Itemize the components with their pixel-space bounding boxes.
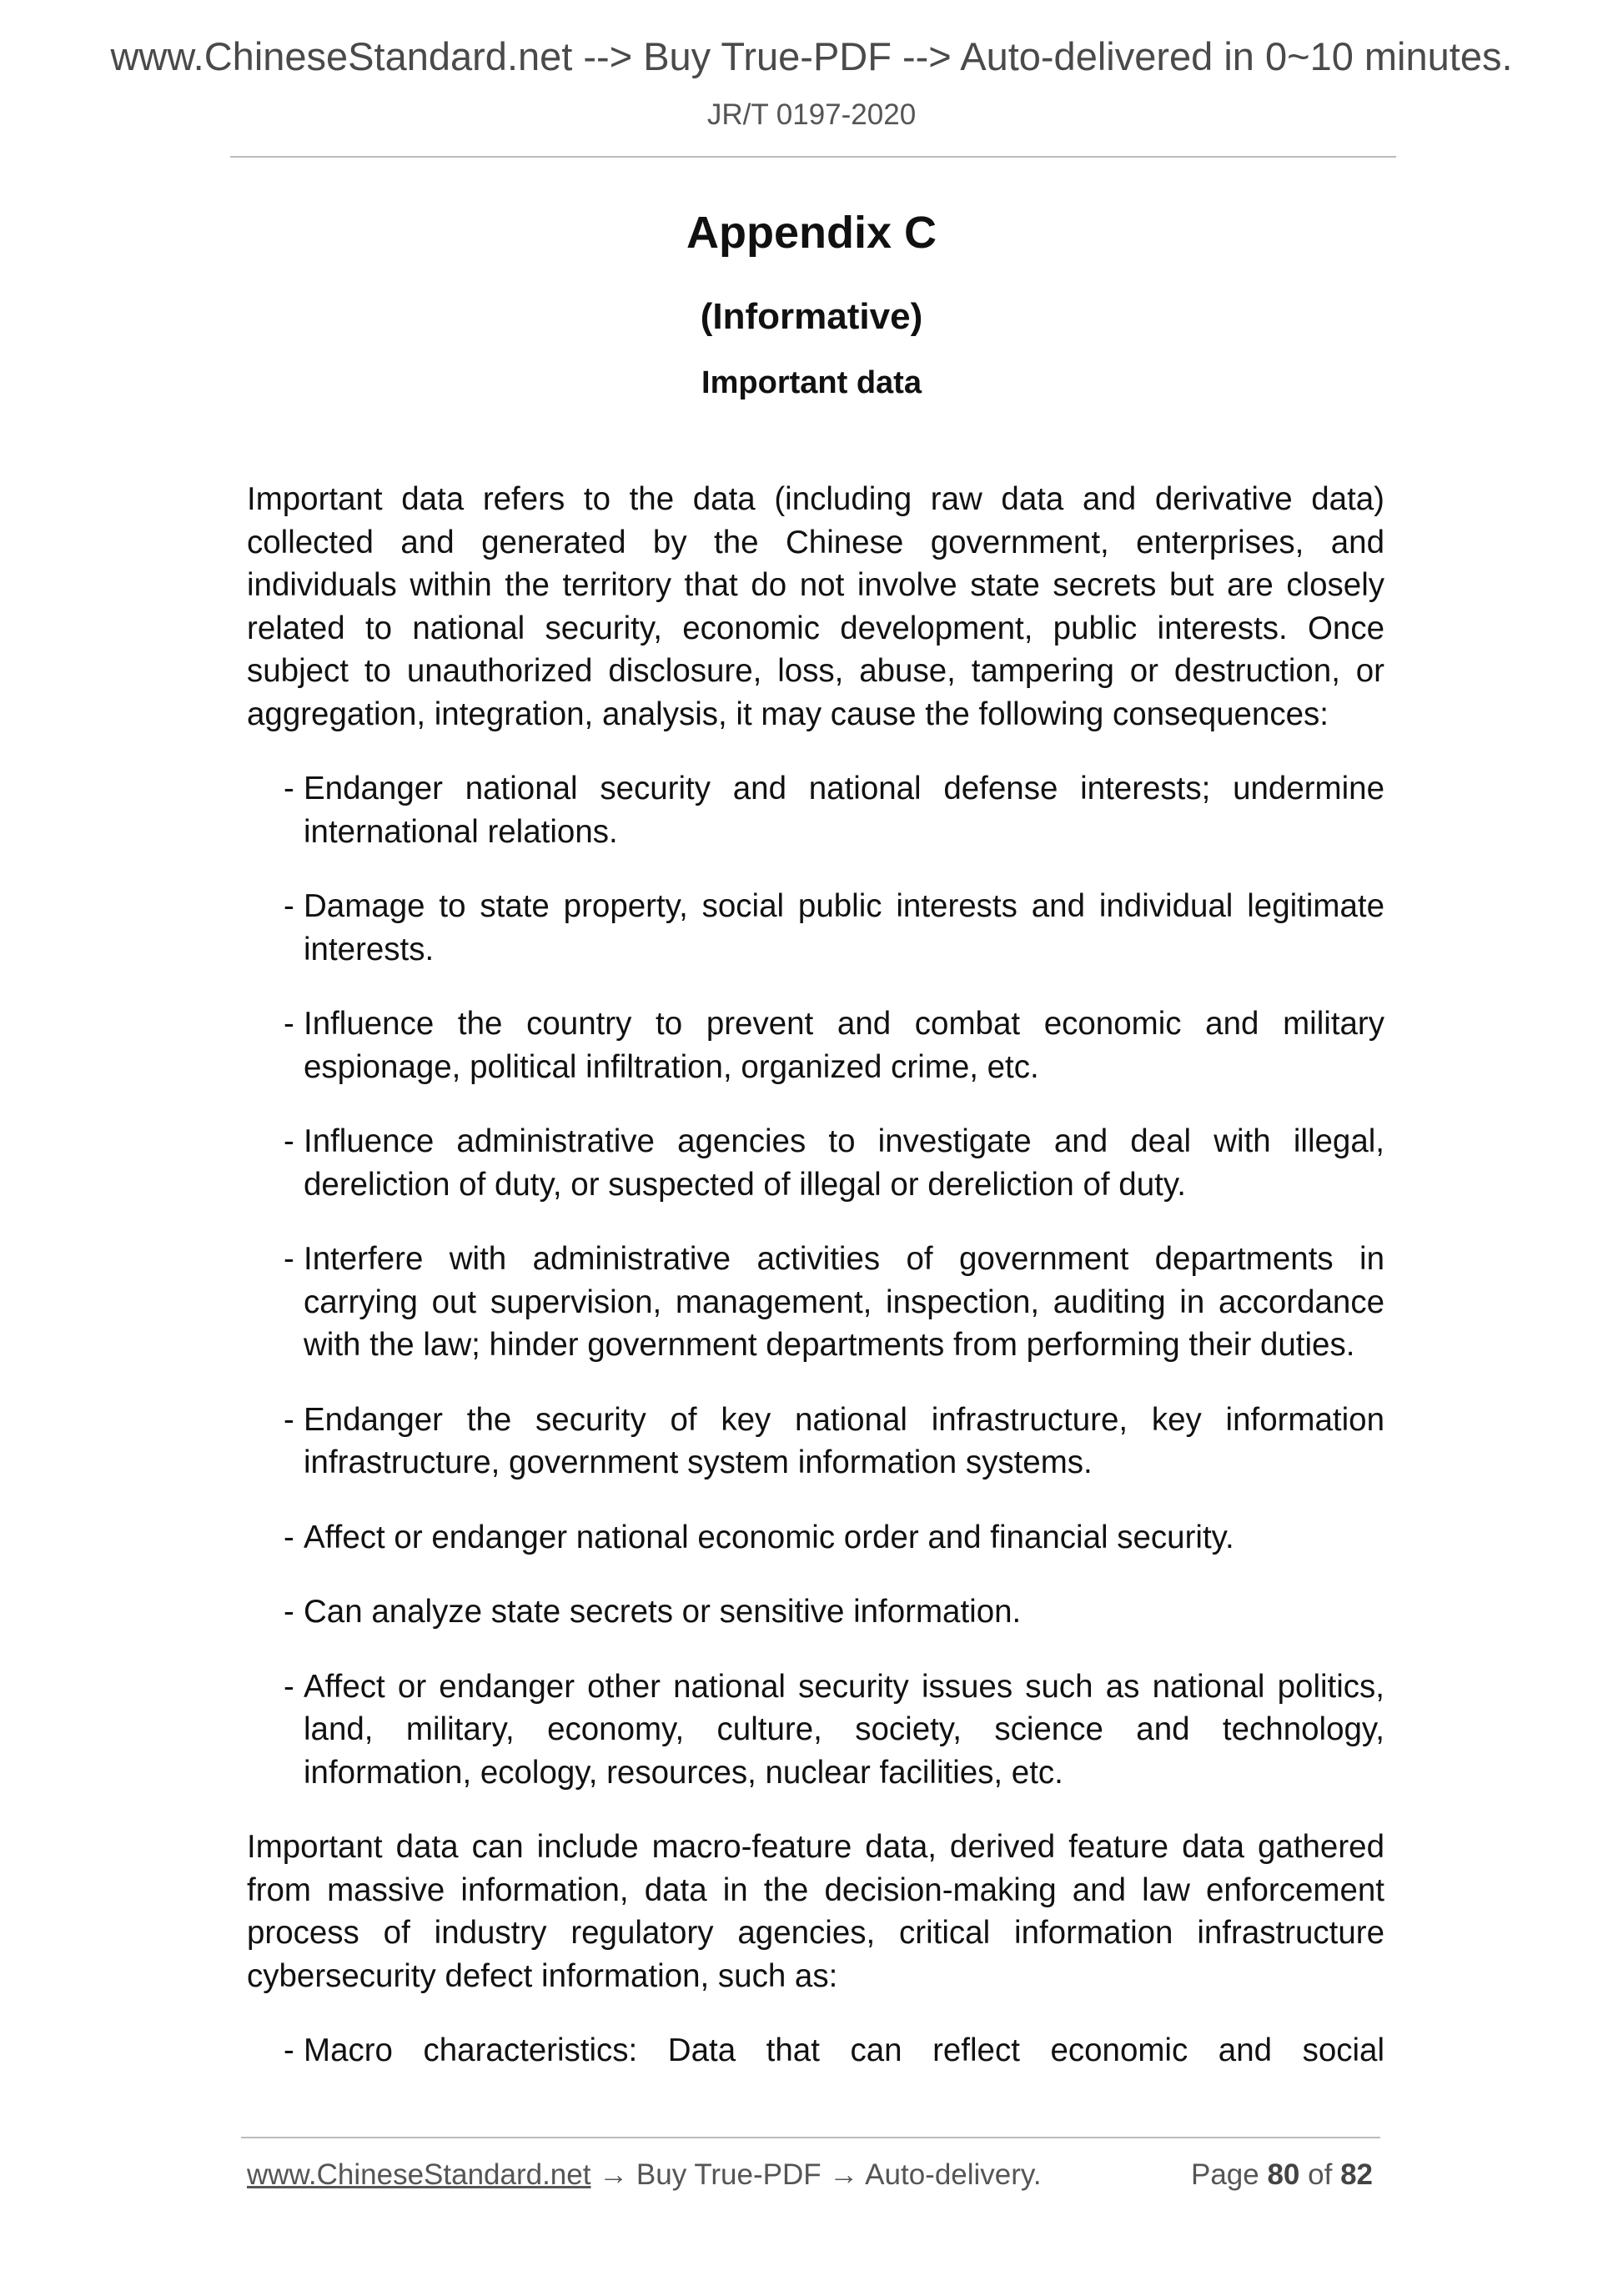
appendix-subject: Important data: [701, 365, 922, 400]
list-item: - Affect or endanger other national security issues such as national politics, land, military, economy, culture, society, science and technology, information, ecology, resources, nuclear facilities, etc.: [247, 1665, 1384, 1795]
footer-site-link[interactable]: www.ChineseStandard.net: [247, 2158, 591, 2191]
appendix-title: Appendix C: [686, 208, 937, 258]
list-item: - Influence the country to prevent and combat economic and military espionage, political infiltration, organized crime, etc.: [247, 1002, 1384, 1088]
list-item: - Endanger the security of key national infrastructure, key information infrastructure, government system information systems.: [247, 1399, 1384, 1485]
list-item: - Endanger national security and national defense interests; undermine international relations.: [247, 767, 1384, 853]
intro-paragraph: Important data refers to the data (including raw data and derivative data) collected and generated by the Chinese government, enterprises, and individuals within the territory that do not involve state secrets but are closely related to national security, economic development, public interests. Once subject to unauthorized disclosure, loss, abuse, tampering or destruction, or aggregation, integration, analysis, it may cause the following consequences:: [247, 481, 1384, 732]
footer-tagline: → Buy True-PDF → Auto-delivery.: [590, 2158, 1042, 2191]
list-item: - Interfere with administrative activities of government departments in carrying out supervision, management, inspection, auditing in accordance with the law; hinder government departments from performing their duties.: [247, 1238, 1384, 1367]
appendix-type: (Informative): [700, 296, 923, 337]
list-item: - Affect or endanger national economic order and financial security.: [247, 1516, 1384, 1560]
list-dash: -: [284, 1668, 294, 1705]
list-dash: -: [284, 771, 294, 806]
top-banner: www.ChineseStandard.net --> Buy True-PDF --> Auto-delivered in 0~10 minutes.: [110, 34, 1513, 78]
examples-list: [247, 2029, 1384, 2072]
page-total: 82: [1340, 2158, 1373, 2191]
list-dash: -: [284, 2032, 294, 2068]
list-dash: -: [284, 1006, 294, 1042]
header-divider: [230, 156, 1396, 158]
list-item: - Can analyze state secrets or sensitive information.: [247, 1590, 1384, 1634]
list-dash: -: [284, 1519, 294, 1555]
consequences-list: [247, 767, 1384, 1794]
list-dash: -: [284, 1241, 294, 1277]
second-paragraph: Important data can include macro-feature data, derived feature data gathered from massive information, data in the decision-making and law enforcement process of industry regulatory agencies, critical information infrastructure cybersecurity defect information, such as:: [247, 1829, 1384, 1994]
footer-divider: [241, 2137, 1380, 2138]
list-item: - Macro characteristics: Data that can reflect economic and social: [247, 2029, 1384, 2072]
list-dash: -: [284, 1594, 294, 1630]
document-body: [247, 478, 1384, 2104]
page-indicator: Page 80 of 82: [1190, 2158, 1373, 2191]
list-dash: -: [284, 1123, 294, 1159]
page-footer: [247, 2158, 1381, 2192]
page-number: 80: [1267, 2158, 1300, 2191]
list-dash: -: [284, 888, 294, 924]
document-code: JR/T 0197-2020: [706, 98, 917, 131]
list-dash: -: [284, 1401, 294, 1438]
list-item: - Influence administrative agencies to investigate and deal with illegal, dereliction of duty, or suspected of illegal or dereliction of duty.: [247, 1120, 1384, 1206]
list-item: - Damage to state property, social public interests and individual legitimate interests.: [247, 885, 1384, 971]
